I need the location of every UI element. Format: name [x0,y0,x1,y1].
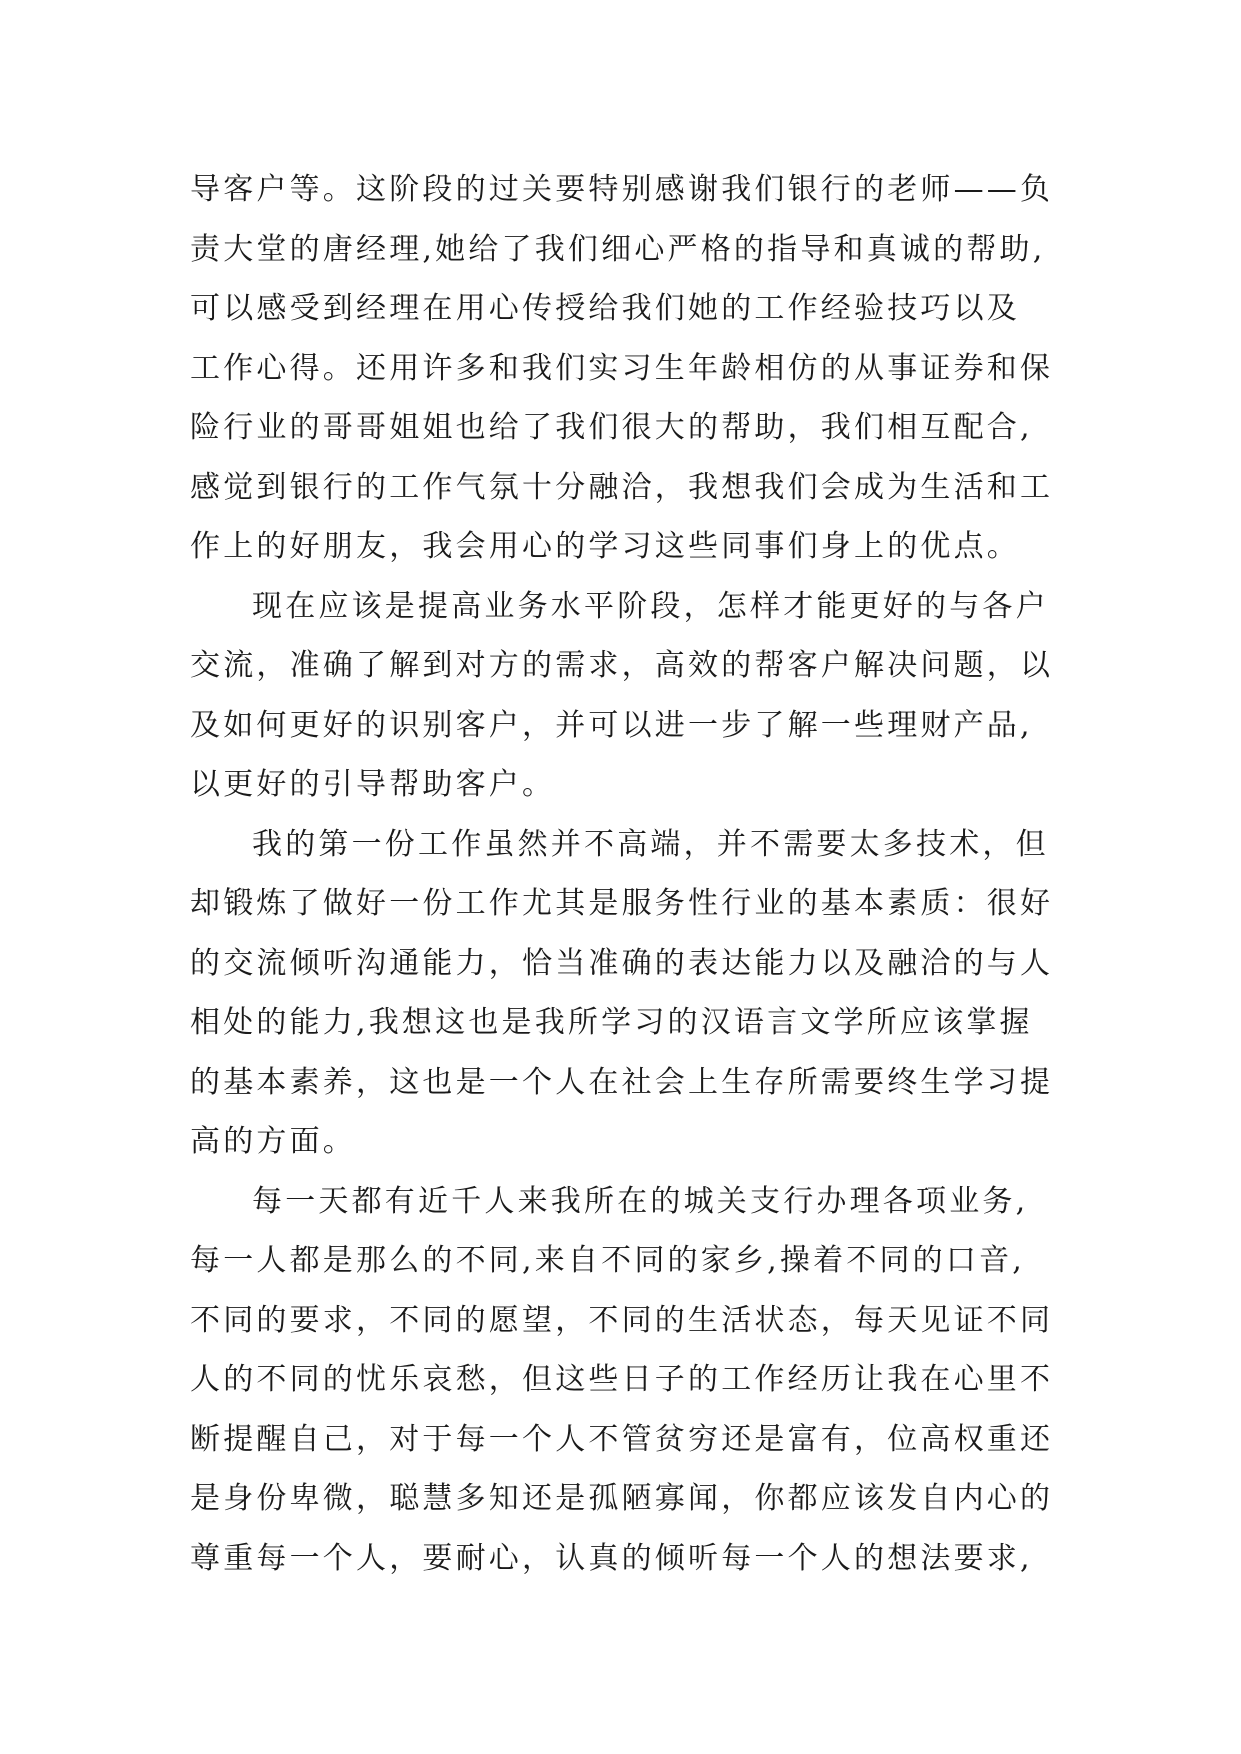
text-line: 每一人都是那么的不同,来自不同的家乡,操着不同的口音, [190,1243,1026,1278]
text-line: 导客户等。这阶段的过关要特别感谢我们银行的老师——负 [190,172,1054,207]
text-line: 的基本素养，这也是一个人在社会上生存所需要终生学习提 [190,1064,1054,1100]
text-line: 相处的能力,我想这也是我所学习的汉语言文学所应该掌握 [190,1005,1033,1040]
text-line: 尊重每一个人，要耐心，认真的倾听每一个人的想法要求, [190,1540,1033,1576]
paragraph-first-line: 每一天都有近千人来我所在的城关支行办理各项业务, [252,1183,1029,1219]
text-line: 险行业的哥哥姐姐也给了我们很大的帮助，我们相互配合, [190,410,1033,445]
text-line: 断提醒自己，对于每一个人不管贫穷还是富有，位高权重还 [190,1421,1054,1457]
text-line: 高的方面。 [190,1124,356,1159]
text-line: 工作心得。还用许多和我们实习生年龄相仿的从事证券和保 [190,350,1054,386]
text-line: 责大堂的唐经理,她给了我们细心严格的指导和真诚的帮助, [190,231,1046,267]
paragraph-first-line: 我的第一份工作虽然并不高端，并不需要太多技术，但 [252,826,1049,862]
text-line: 是身份卑微，聪慧多知还是孤陋寡闻，你都应该发自内心的 [190,1481,1054,1516]
text-line: 可以感受到经理在用心传授给我们她的工作经验技巧以及 [190,291,1020,326]
text-line: 及如何更好的识别客户，并可以进一步了解一些理财产品, [190,707,1033,743]
text-line: 感觉到银行的工作气氛十分融洽，我想我们会成为生活和工 [190,469,1054,505]
text-line: 交流，准确了解到对方的需求，高效的帮客户解决问题，以 [190,648,1054,683]
text-line: 作上的好朋友，我会用心的学习这些同事们身上的优点。 [190,529,1020,564]
text-line: 不同的要求，不同的愿望，不同的生活状态，每天见证不同 [190,1302,1054,1338]
paragraph-first-line: 现在应该是提高业务水平阶段，怎样才能更好的与各户 [252,588,1049,624]
text-line: 人的不同的忧乐哀愁，但这些日子的工作经历让我在心里不 [190,1362,1054,1397]
text-line: 的交流倾听沟通能力，恰当准确的表达能力以及融洽的与人 [190,945,1054,981]
document-body [190,160,1070,1588]
text-line: 却锻炼了做好一份工作尤其是服务性行业的基本素质：很好 [190,886,1054,921]
text-line: 以更好的引导帮助客户。 [190,767,556,802]
